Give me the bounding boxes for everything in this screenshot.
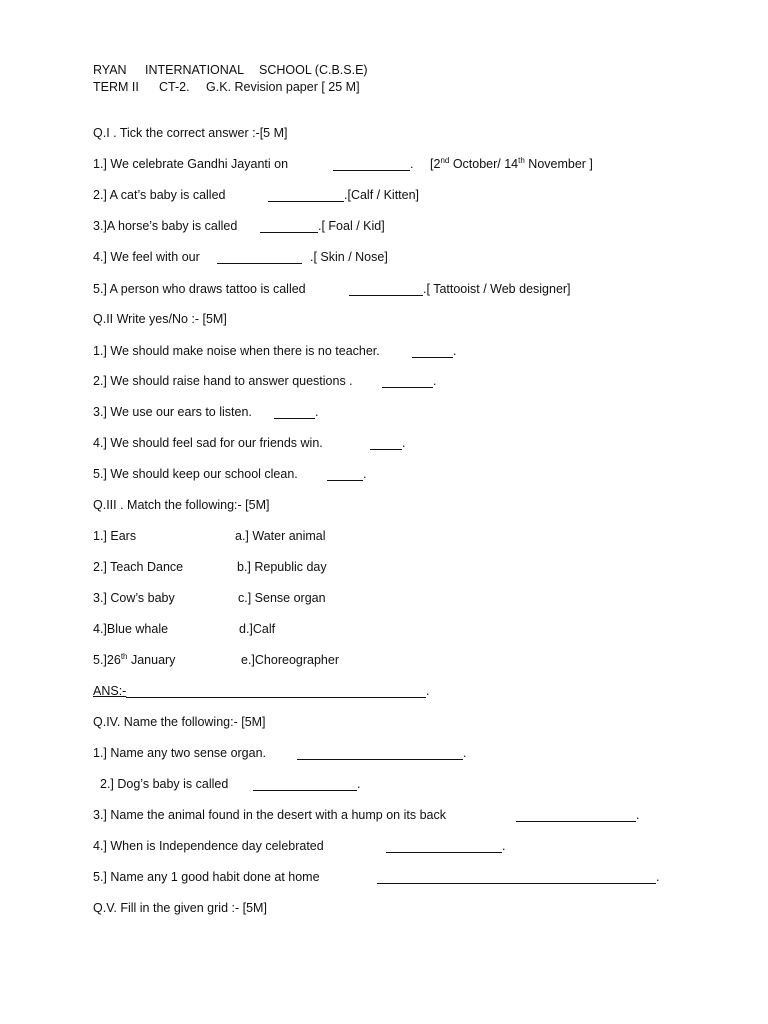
paper-title: G.K. Revision paper [ 25 M] bbox=[206, 80, 360, 94]
q5-title: Q.V. Fill in the given grid :- [5M] bbox=[93, 901, 267, 915]
q1-item-5-blank[interactable] bbox=[349, 295, 423, 296]
q3-left-5-sup: th bbox=[120, 652, 128, 661]
q1-item-1-dot: . bbox=[410, 157, 414, 171]
ct-label: CT-2. bbox=[159, 80, 190, 94]
q1-item-4-blank[interactable] bbox=[217, 263, 302, 264]
q1-item-1-opt-b-rest: November ] bbox=[524, 157, 593, 171]
q2-title: Q.II Write yes/No :- [5M] bbox=[93, 312, 227, 326]
q1-item-2-blank[interactable] bbox=[268, 201, 344, 202]
q3-left-4: 4.]Blue whale bbox=[93, 622, 169, 636]
q4-item-3-end: . bbox=[636, 808, 640, 822]
q2-item-3-end: . bbox=[315, 405, 319, 419]
q2-item-2-end: . bbox=[433, 374, 437, 388]
q4-item-1-text: 1.] Name any two sense organ. bbox=[93, 746, 267, 760]
q4-item-2-text: 2.] Dog’s baby is called bbox=[100, 777, 229, 791]
q3-ans-label: ANS:- bbox=[93, 684, 127, 698]
school-name-international: INTERNATIONAL bbox=[145, 63, 245, 77]
q1-item-1-options bbox=[430, 156, 593, 172]
q3-right-a: a.] Water animal bbox=[235, 529, 326, 543]
q2-item-1-end: . bbox=[453, 344, 457, 358]
q4-item-3-text: 3.] Name the animal found in the desert with a hump on its back bbox=[93, 808, 446, 822]
q1-item-3-text: 3.]A horse’s baby is called bbox=[93, 219, 238, 233]
q1-item-5-options: .[ Tattooist / Web designer] bbox=[423, 282, 571, 296]
q4-item-4-text: 4.] When is Independence day celebrated bbox=[93, 839, 324, 853]
q3-left-5 bbox=[93, 652, 175, 668]
q1-item-1-opt-a: [2 bbox=[430, 157, 441, 171]
q1-item-4-text: 4.] We feel with our bbox=[93, 250, 200, 264]
q3-right-e: e.]Choreographer bbox=[241, 653, 339, 667]
q4-item-5-end: . bbox=[656, 870, 660, 884]
q2-item-1-text: 1.] We should make noise when there is no teacher. bbox=[93, 344, 380, 358]
q2-item-3-blank[interactable] bbox=[274, 418, 315, 419]
q3-right-d: d.]Calf bbox=[239, 622, 276, 636]
q2-item-5-end: . bbox=[363, 467, 367, 481]
q4-title: Q.IV. Name the following:- [5M] bbox=[93, 715, 266, 729]
q1-item-2-options: .[Calf / Kitten] bbox=[344, 188, 420, 202]
q2-item-1-blank[interactable] bbox=[412, 357, 453, 358]
q4-item-3-blank[interactable] bbox=[516, 821, 636, 822]
q2-item-4-text: 4.] We should feel sad for our friends win. bbox=[93, 436, 323, 450]
q1-item-3-options: .[ Foal / Kid] bbox=[318, 219, 385, 233]
q4-item-5-text: 5.] Name any 1 good habit done at home bbox=[93, 870, 320, 884]
q2-item-5-text: 5.] We should keep our school clean. bbox=[93, 467, 298, 481]
school-name-school: SCHOOL (C.B.S.E) bbox=[259, 63, 368, 77]
q1-item-2-text: 2.] A cat’s baby is called bbox=[93, 188, 226, 202]
q1-item-1-opt-a-rest: October/ 14 bbox=[449, 157, 519, 171]
q4-item-4-blank[interactable] bbox=[386, 852, 502, 853]
q4-item-1-blank[interactable] bbox=[297, 759, 463, 760]
q1-item-4-options: .[ Skin / Nose] bbox=[310, 250, 388, 264]
q1-item-5-text: 5.] A person who draws tattoo is called bbox=[93, 282, 306, 296]
q3-left-2: 2.] Teach Dance bbox=[93, 560, 184, 574]
q3-left-3: 3.] Cow’s baby bbox=[93, 591, 175, 605]
q3-left-1: 1.] Ears bbox=[93, 529, 137, 543]
q2-item-3-text: 3.] We use our ears to listen. bbox=[93, 405, 252, 419]
q2-item-4-end: . bbox=[402, 436, 406, 450]
q4-item-5-blank[interactable] bbox=[377, 883, 656, 884]
q4-item-2-blank[interactable] bbox=[253, 790, 357, 791]
q3-title: Q.III . Match the following:- [5M] bbox=[93, 498, 270, 512]
q2-item-2-text: 2.] We should raise hand to answer questions . bbox=[93, 374, 353, 388]
q2-item-4-blank[interactable] bbox=[370, 449, 402, 450]
q3-right-b: b.] Republic day bbox=[237, 560, 327, 574]
q2-item-5-blank[interactable] bbox=[327, 480, 363, 481]
q1-item-1-opt-a-sup: nd bbox=[440, 156, 450, 165]
q4-item-4-end: . bbox=[502, 839, 506, 853]
term-label: TERM II bbox=[93, 80, 139, 94]
q1-item-1-opt-b-sup: th bbox=[518, 156, 525, 165]
q4-item-1-end: . bbox=[463, 746, 467, 760]
q4-item-2-end: . bbox=[357, 777, 361, 791]
q3-ans-blank[interactable] bbox=[126, 697, 426, 698]
q3-left-5-rest: January bbox=[127, 653, 176, 667]
q1-item-1-blank[interactable] bbox=[333, 170, 410, 171]
school-name-ryan: RYAN bbox=[93, 63, 127, 77]
q2-item-2-blank[interactable] bbox=[382, 387, 433, 388]
q3-right-c: c.] Sense organ bbox=[238, 591, 326, 605]
q1-item-3-blank[interactable] bbox=[260, 232, 318, 233]
q3-left-5-num: 5.]26 bbox=[93, 653, 121, 667]
q1-item-1-text: 1.] We celebrate Gandhi Jayanti on bbox=[93, 157, 289, 171]
q1-title: Q.I . Tick the correct answer :-[5 M] bbox=[93, 126, 288, 140]
q3-ans-end: . bbox=[426, 684, 430, 698]
